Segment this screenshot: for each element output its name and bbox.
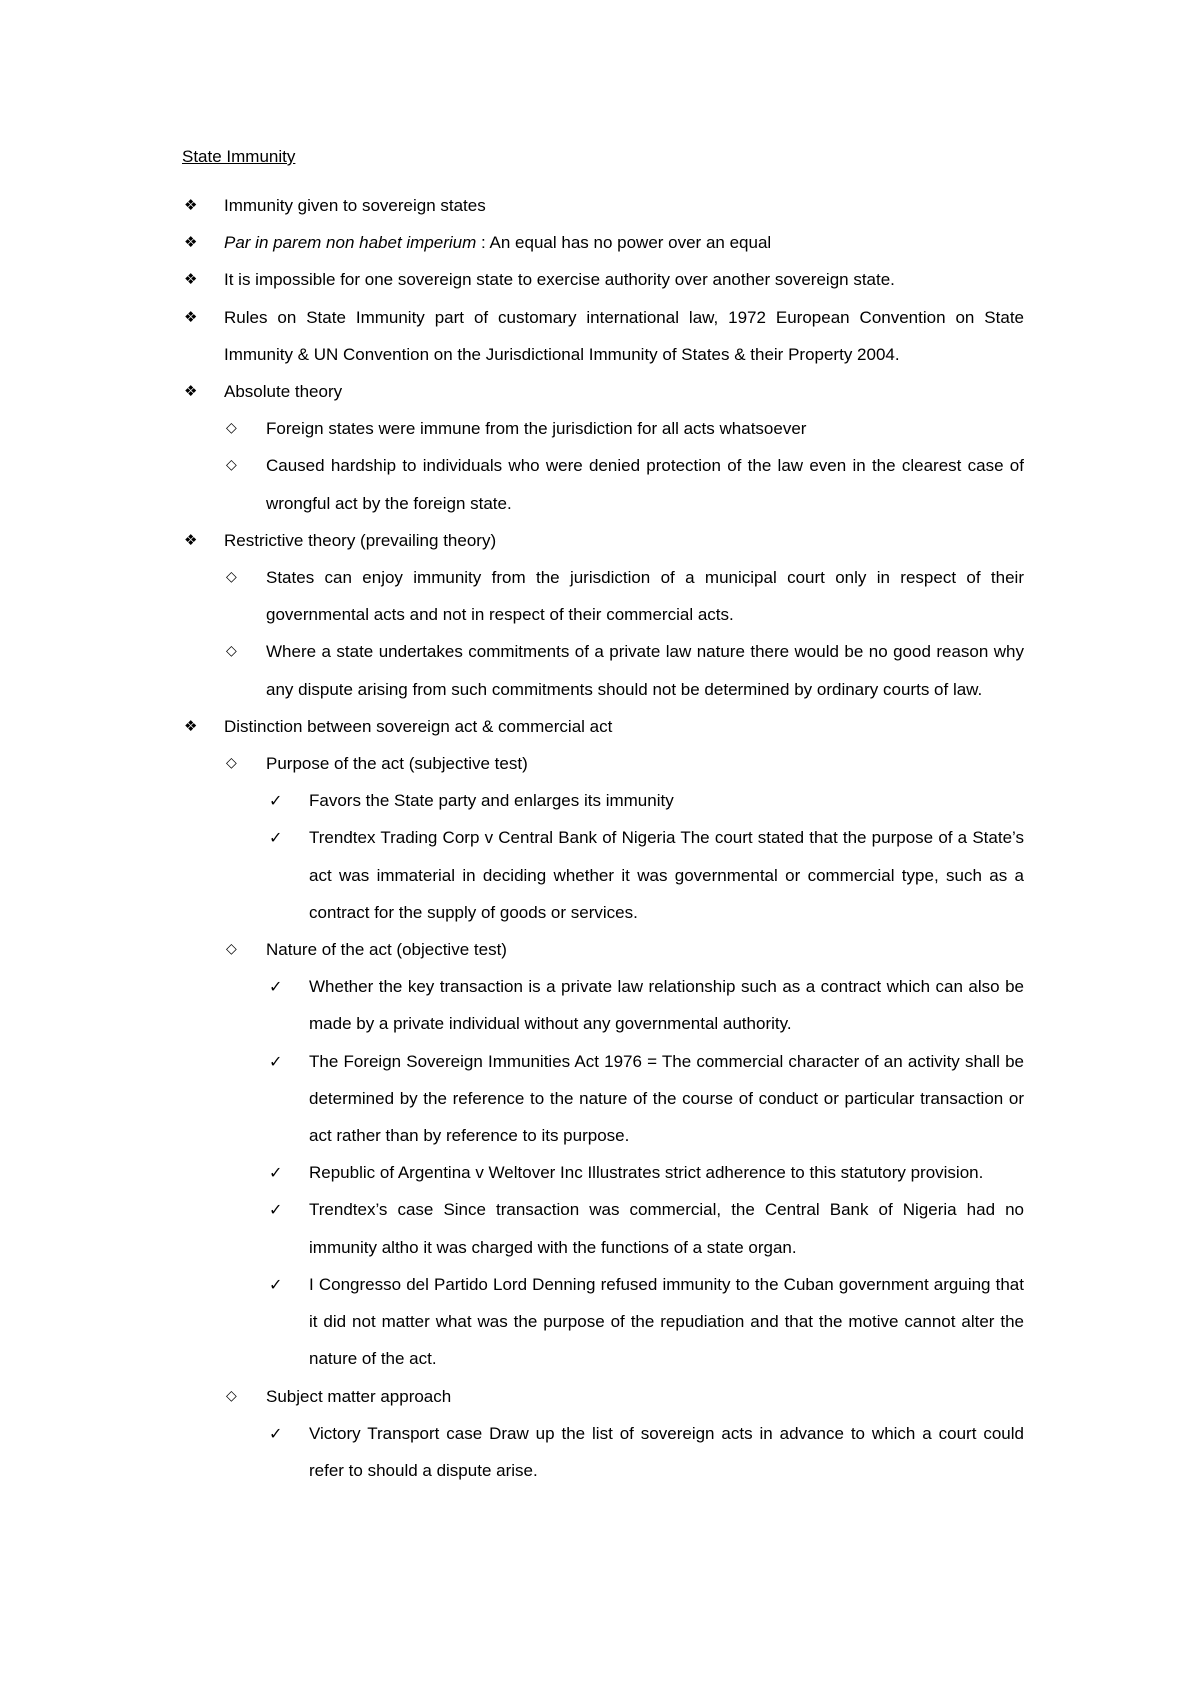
sub-list [266,782,1024,931]
list-item-text: Republic of Argentina v Weltover Inc Illustrates strict adherence to this statutory provision. [309,1163,984,1183]
checkmark-icon: ✓ [269,828,283,848]
list-item-text: Victory Transport case Draw up the list of sovereign acts in advance to which a court could refer to should a dispute arise. [309,1423,1024,1480]
open-diamond-icon: ◇ [226,569,237,586]
list-item-level3 [266,968,1024,1042]
open-diamond-icon: ◇ [226,755,237,772]
checkmark-icon: ✓ [269,1200,283,1220]
list-item-level2 [224,447,1024,521]
diamond-four-petal-icon: ❖ [184,233,198,252]
bullet-list [182,187,1024,1489]
open-diamond-icon: ◇ [226,1387,237,1404]
checkmark-icon: ✓ [269,1163,283,1183]
open-diamond-icon: ◇ [226,457,237,474]
open-diamond-icon: ◇ [226,941,237,958]
list-item-level2 [224,931,1024,968]
list-item-text: States can enjoy immunity from the jurisdiction of a municipal court only in respect of their governmental acts and not in respect of their commercial acts. [266,568,1024,625]
list-item-level1 [182,708,1024,745]
checkmark-icon: ✓ [269,1274,283,1294]
page-title: State Immunity [182,147,296,166]
list-item-text: Distinction between sovereign act & commercial act [224,716,613,736]
checkmark-icon: ✓ [269,1423,283,1443]
list-item-level2 [224,745,1024,782]
list-item-text: It is impossible for one sovereign state to exercise authority over another sovereign state. [224,270,895,290]
list-item-level2 [224,559,1024,633]
list-item-level3 [266,819,1024,931]
diamond-four-petal-icon: ❖ [184,307,198,326]
sub-list [266,1415,1024,1489]
list-item-level3 [266,1415,1024,1489]
diamond-four-petal-icon: ❖ [184,270,198,289]
list-item-level3 [266,1266,1024,1378]
italic-phrase: Par in parem non habet imperium [224,233,477,253]
list-item-text: Immunity given to sovereign states [224,196,486,215]
list-item-level2 [224,1378,1024,1415]
list-item-text: Caused hardship to individuals who were denied protection of the law even in the clearest case of wrongful act by the foreign state. [266,456,1024,513]
list-item-text: Foreign states were immune from the jurisdiction for all acts whatsoever [266,419,807,439]
list-item-text: Absolute theory [224,382,343,402]
sub-list [224,559,1024,708]
diamond-four-petal-icon: ❖ [184,716,198,735]
list-item-text: : An equal has no power over an equal [476,233,772,253]
list-item-text: Nature of the act (objective test) [266,940,507,960]
open-diamond-icon: ◇ [226,643,237,660]
open-diamond-icon: ◇ [226,420,237,437]
diamond-four-petal-icon: ❖ [184,382,198,401]
list-item-level1 [182,522,1024,559]
list-item-level1 [182,224,1024,261]
list-item-text: Subject matter approach [266,1386,452,1406]
list-item-level1 [182,261,1024,298]
list-item-text: The Foreign Sovereign Immunities Act 1976 = The commercial character of an activity shall be determined by the reference to the nature of the course of conduct or particular transaction or act rather than by reference to its purpose. [309,1051,1024,1146]
list-item-level1 [182,187,1024,224]
list-item-text: Restrictive theory (prevailing theory) [224,530,497,550]
checkmark-icon: ✓ [269,1051,283,1071]
list-item-level3 [266,1043,1024,1155]
list-item-text: Trendtex Trading Corp v Central Bank of Nigeria The court stated that the purpose of a State’s act was immaterial in deciding whether it was governmental or commercial type, such as a contract for the supply of goods or services. [309,828,1024,922]
list-item-text: I Congresso del Partido Lord Denning refused immunity to the Cuban government arguing that it did not matter what was the purpose of the repudiation and that the motive cannot alter the nature of the act. [309,1274,1024,1369]
diamond-four-petal-icon: ❖ [184,196,198,214]
list-item-text: Trendtex’s case Since transaction was commercial, the Central Bank of Nigeria had no immunity altho it was charged with the functions of a state organ. [309,1200,1024,1257]
list-item-level2 [224,410,1024,447]
diamond-four-petal-icon: ❖ [184,530,198,549]
list-item-text: Purpose of the act (subjective test) [266,754,528,774]
sub-list [266,968,1024,1377]
list-item-text: Rules on State Immunity part of customary international law, 1972 European Convention on State Immunity & UN Convention on the Jurisdictional Immunity of States & their Property 2004. [224,307,1024,364]
sub-list [224,410,1024,522]
list-item-text: Where a state undertakes commitments of a private law nature there would be no good reason why any dispute arising from such commitments should not be determined by ordinary courts of law. [266,642,1024,699]
list-item-level1 [182,299,1024,373]
list-item-level3 [266,782,1024,819]
list-item-level3 [266,1154,1024,1191]
list-item-level3 [266,1191,1024,1265]
checkmark-icon: ✓ [269,791,283,811]
checkmark-icon: ✓ [269,977,283,997]
list-item-level2 [224,633,1024,707]
document-content [182,148,1024,1489]
list-item-level1 [182,373,1024,410]
list-item-text: Favors the State party and enlarges its immunity [309,791,674,811]
sub-list [224,745,1024,1489]
list-item-text: Whether the key transaction is a private law relationship such as a contract which can also be made by a private individual without any governmental authority. [309,977,1024,1034]
